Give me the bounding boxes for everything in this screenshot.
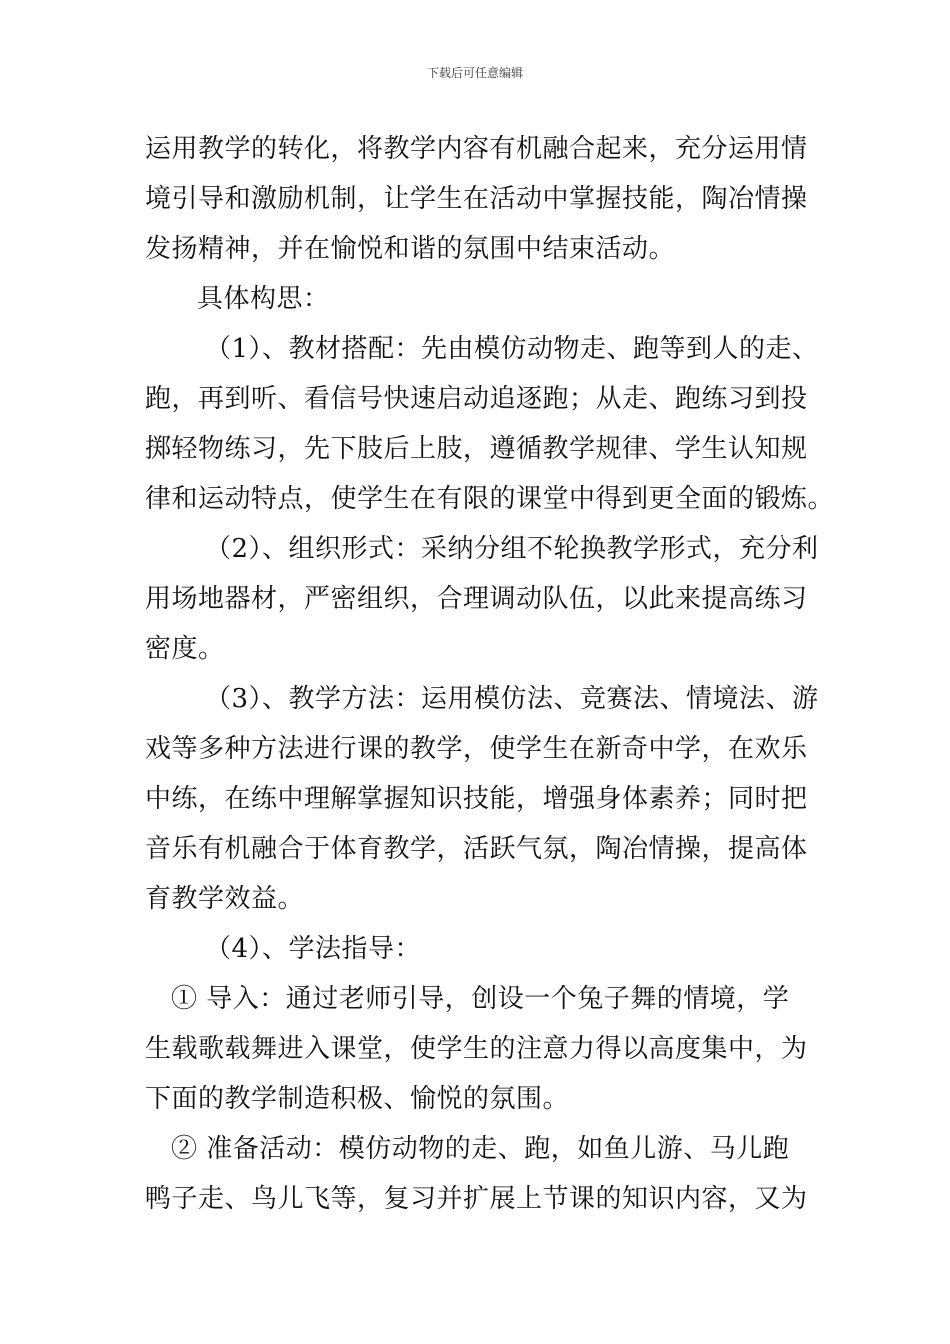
document-body	[145, 124, 835, 1224]
text-line: 掷轻物练习，先下肢后上肢，遵循教学规律、学生认知规	[145, 434, 808, 464]
text-line: 密度。	[145, 634, 225, 664]
text-line: 用场地器材，严密组织，合理调动队伍，以此来提高练习	[145, 584, 808, 614]
paragraph-start: ② 准备活动：模仿动物的走、跑，如鱼儿游、马儿跑	[171, 1134, 790, 1164]
text-line: 鸭子走、鸟儿飞等，复习并扩展上节课的知识内容，又为	[145, 1184, 808, 1214]
text-line: 戏等多种方法进行课的教学，使学生在新奇中学，在欢乐	[145, 734, 808, 764]
text-line: 运用教学的转化，将教学内容有机融合起来，充分运用情	[145, 134, 808, 164]
paragraph-start: （4）、学法指导：	[205, 934, 422, 964]
text-line: 境引导和激励机制，让学生在活动中掌握技能，陶冶情操	[145, 184, 808, 214]
paragraph-start: （1）、教材搭配：先由模仿动物走、跑等到人的走、	[205, 334, 819, 364]
section-heading: 具体构思：	[197, 284, 330, 314]
paragraph-start: ① 导入：通过老师引导，创设一个兔子舞的情境，学	[171, 984, 790, 1014]
text-line: 生载歌载舞进入课堂，使学生的注意力得以高度集中，为	[145, 1034, 808, 1064]
text-line: 跑，再到听、看信号快速启动追逐跑；从走、跑练习到投	[145, 384, 808, 414]
text-line: 中练，在练中理解掌握知识技能，增强身体素养；同时把	[145, 784, 808, 814]
paragraph-start: （2）、组织形式：采纳分组不轮换教学形式，充分利	[205, 534, 819, 564]
paragraph-start: （3）、教学方法：运用模仿法、竞赛法、情境法、游	[205, 684, 819, 714]
text-line: 律和运动特点，使学生在有限的课堂中得到更全面的锻炼。	[145, 484, 835, 514]
text-line: 音乐有机融合于体育教学，活跃气氛，陶冶情操，提高体	[145, 834, 808, 864]
text-line: 发扬精神，并在愉悦和谐的氛围中结束活动。	[145, 234, 676, 264]
page-header: 下载后可任意编辑	[426, 66, 523, 80]
text-line: 育教学效益。	[145, 884, 305, 914]
text-line: 下面的教学制造积极、愉悦的氛围。	[145, 1084, 570, 1114]
